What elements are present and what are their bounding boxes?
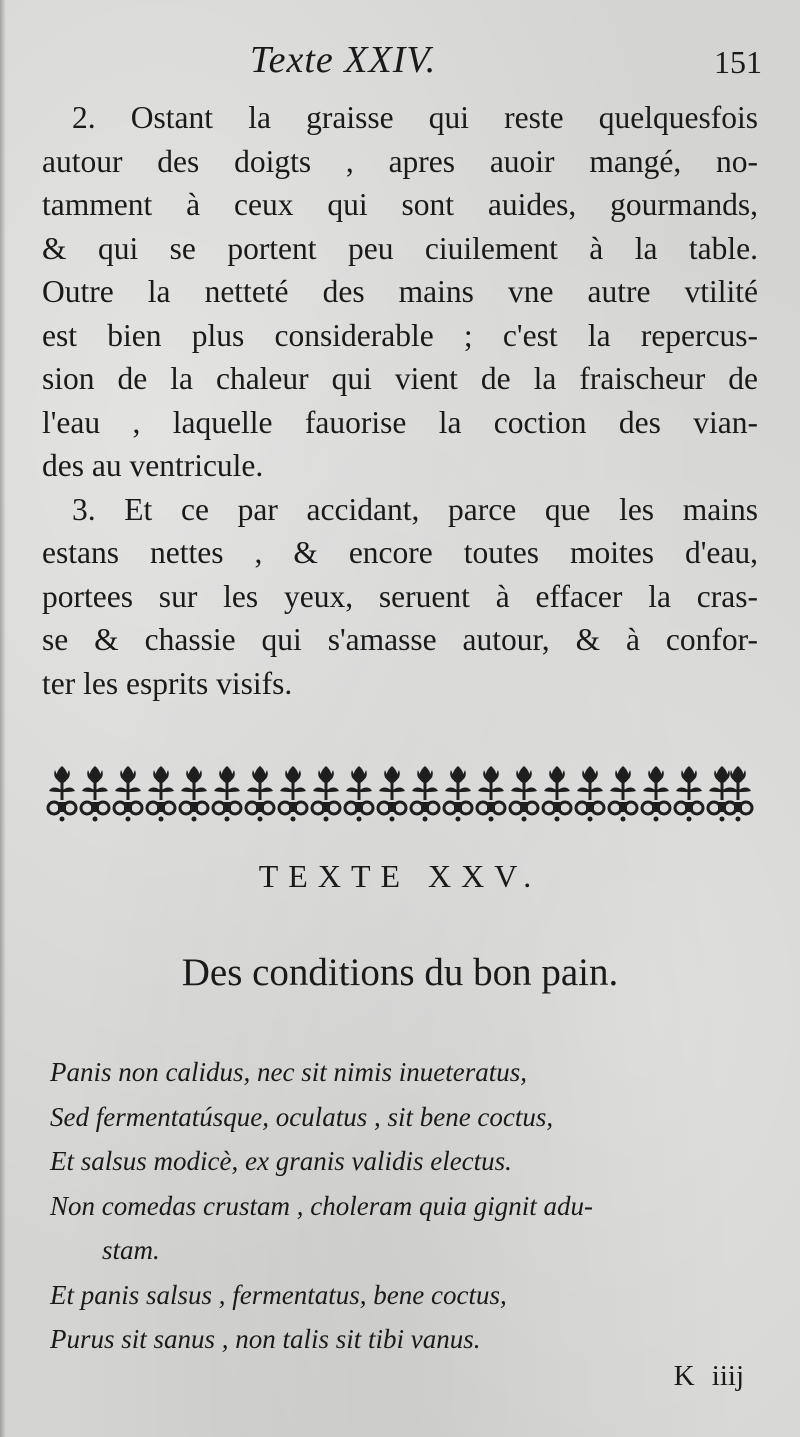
verse-line: Purus sit sanus , non talis sit tibi vanus. [50,1324,481,1354]
running-head [0,38,800,88]
text-line: 2. Ostant la graisse qui reste quelquesfois [72,100,758,135]
text-line: se & chassie qui s'amasse autour, & à confor- [42,622,758,657]
text-line: Outre la netteté des mains vne autre vtilité [42,274,758,309]
floral-ornament-border [46,764,754,826]
running-title: Texte XXIV. [250,39,437,81]
text-line: autour des doigts , apres auoir mangé, no- [42,143,758,179]
text-line: estans nettes , & encore toutes moites d'eau, [42,535,758,570]
body-text [42,96,758,705]
verse-line: Panis non calidus, nec sit nimis inueteratus, [50,1057,527,1087]
text-line: tamment à ceux qui sont auides, gourmands, [42,187,758,222]
text-line: ter les esprits visifs. [42,665,293,701]
section-subtitle: Des conditions du bon pain. [181,951,619,994]
verse-line: Sed fermentatúsque, oculatus , sit bene coctus, [50,1101,554,1132]
verse-line: Et salsus modicè, ex granis validis electus. [50,1146,512,1176]
verse-line: Non comedas crustam , choleram quia gignit adu- [50,1190,593,1221]
text-line: l'eau , laquelle fauorise la coction des vian- [42,404,758,440]
text-line: portees sur les yeux, seruent à effacer la cras- [42,578,758,614]
page-number: 151 [714,44,762,80]
text-line: des au ventricule. [42,448,264,483]
text-line: 3. Et ce par accidant, parce que les mains [72,491,758,527]
text-line: est bien plus considerable ; c'est la repercus- [42,317,758,353]
signature-mark: K iiij [673,1360,744,1392]
latin-verse [50,1050,762,1362]
verse-line: Et panis salsus , fermentatus, bene coctus, [50,1279,507,1310]
text-line: sion de la chaleur qui vient de la fraischeur de [42,361,758,396]
section-heading: TEXTE XXV. [258,858,542,894]
verse-line: stam. [102,1235,160,1265]
text-line: & qui se portent peu ciuilement à la table. [42,230,758,266]
